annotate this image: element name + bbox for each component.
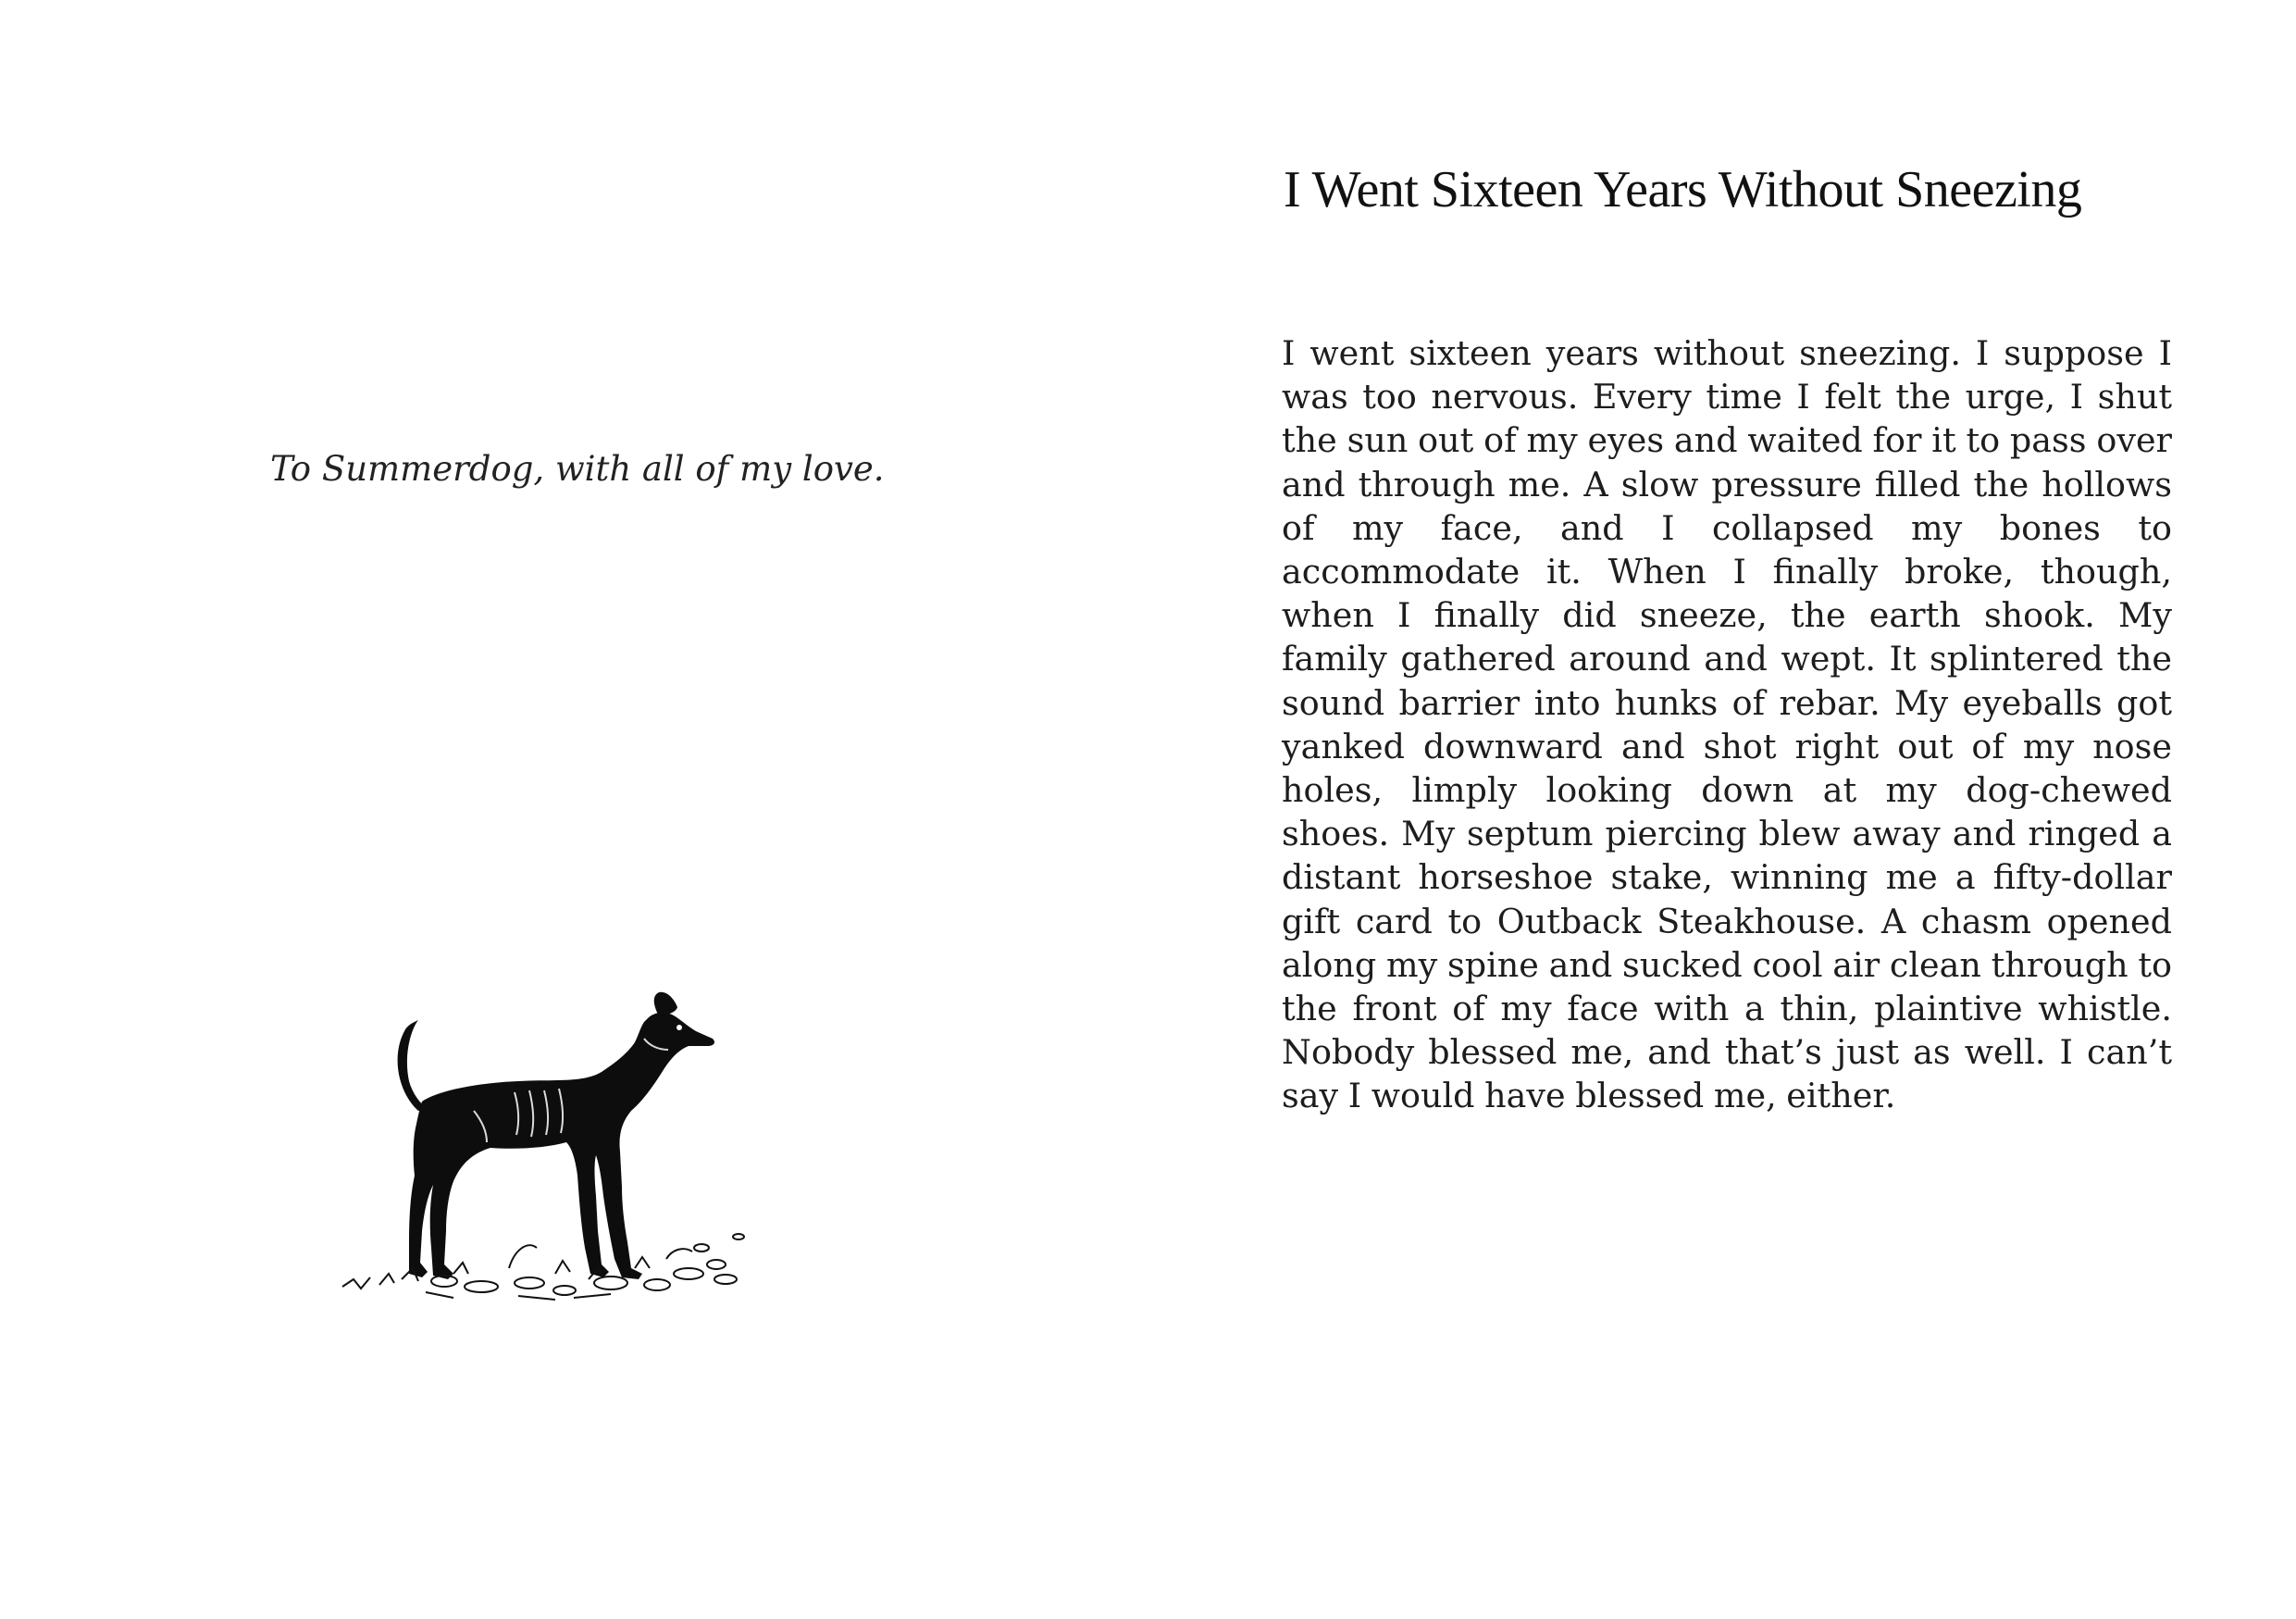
body-paragraph: I went sixteen years without sneezing. I suppose I was too nervous. Every time I felt the urge, I shut the sun out of my eyes and waited for it to pass over and through me. A slow pressure filled the hollows of my face, and I collapsed my bones to accommodate it. When I finally broke, though, when I finally did sneeze, the earth shook. My family gathered around and wept. It splintered the sound barrier into hunks of rebar. My eyeballs got yanked downward and shot right out of my nose holes, limply looking down at my dog-chewed shoes. My septum piercing blew away and ringed a distant horseshoe stake, winning me a fifty-dollar gift card to Outback Steakhouse. A chasm opened along my spine and sucked cool air clean through to the front of my face with a thin, plaintive whistle. Nobody blessed me, and that’s just as well. I can’t say I would have blessed me, either. xyxy=(1282,333,2172,1116)
right-page xyxy=(1148,0,2296,1619)
chapter-title: I Went Sixteen Years Without Sneezing xyxy=(1284,161,2082,218)
greyhound-dog-illustration xyxy=(333,953,851,1305)
dedication-text: To Summerdog, with all of my love. xyxy=(270,449,885,489)
